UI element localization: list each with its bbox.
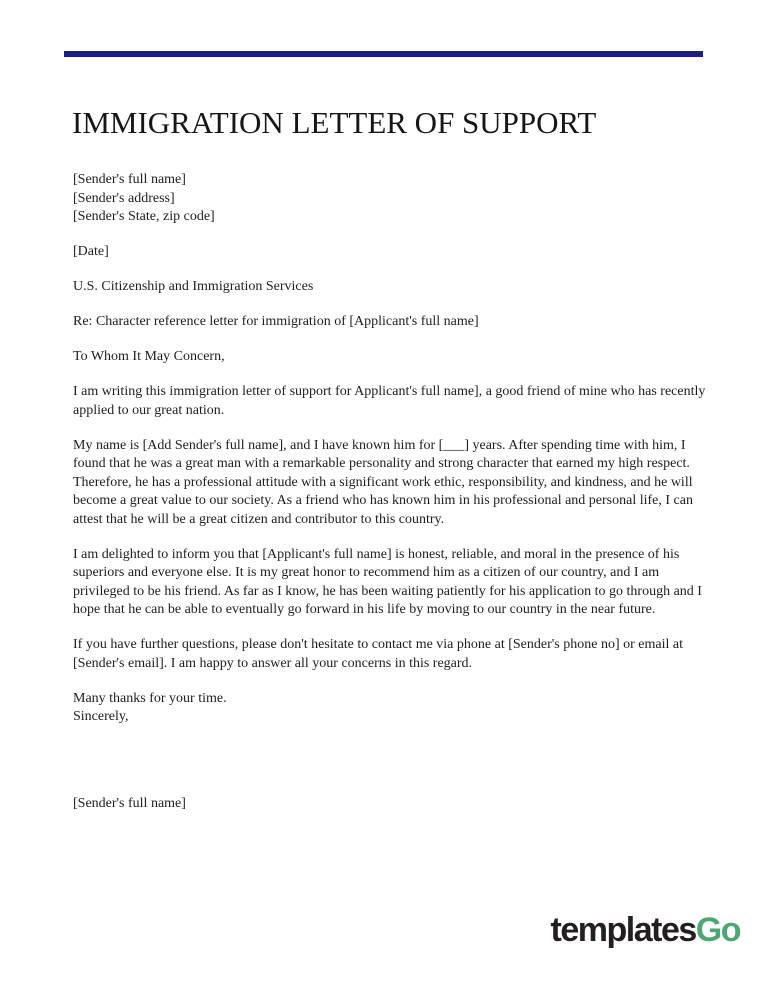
closing-thanks-line: Many thanks for your time. [73, 690, 227, 706]
body-paragraph-character: My name is [Add Sender's full name], and I have known him for [___] years. After spending time with him, I found that he was a great man with a remarkable personality and strong character that earned my high respect. Therefore, he has a professional attitude with a significant work ethic, responsibility, and kindness, and he will become a great value to our society. As a friend who has known him in his professional and personal life, I can attest that he will be a great citizen and contributor to this country. [73, 437, 693, 527]
salutation-line: To Whom It May Concern, [73, 349, 225, 364]
sender-state-zip-line: [Sender's State, zip code] [73, 209, 215, 224]
body-paragraph-intro: I am writing this immigration letter of support for Applicant's full name], a good friend of mine who has recently applied to our great nation. [73, 384, 706, 418]
body-paragraph-recommendation: I am delighted to inform you that [Applicant's full name] is honest, reliable, and moral in the presence of his superiors and everyone else. It is my great honor to recommend him as a citizen of our country, and I am privileged to be his friend. As far as I know, he has been waiting patiently for his application to go through and I hope that he can be able to eventually go forward in his life by moving to our country in the near future. [73, 546, 702, 617]
logo-text-templates: templates [550, 911, 696, 949]
sender-address-line: [Sender's address] [73, 190, 175, 206]
closing-block [73, 690, 706, 727]
closing-sincerely-line: Sincerely, [73, 709, 129, 724]
signature-line: [Sender's full name] [73, 795, 186, 811]
logo-text-go: Go [695, 911, 740, 949]
letter-body [73, 171, 706, 813]
sender-name-line: [Sender's full name] [73, 172, 186, 187]
templatesgo-logo [551, 911, 740, 950]
page-title: IMMIGRATION LETTER OF SUPPORT [72, 104, 597, 140]
body-paragraph-contact: If you have further questions, please don't hesitate to contact me via phone at [Sender's phone no] or email at [Sender's email]. I am happy to answer all your concerns in this regard. [73, 637, 683, 671]
top-accent-bar [64, 51, 703, 57]
date-line: [Date] [73, 244, 109, 259]
recipient-line: U.S. Citizenship and Immigration Services [73, 279, 314, 294]
subject-line: Re: Character reference letter for immigration of [Applicant's full name] [73, 314, 479, 329]
sender-address-block [73, 171, 706, 227]
